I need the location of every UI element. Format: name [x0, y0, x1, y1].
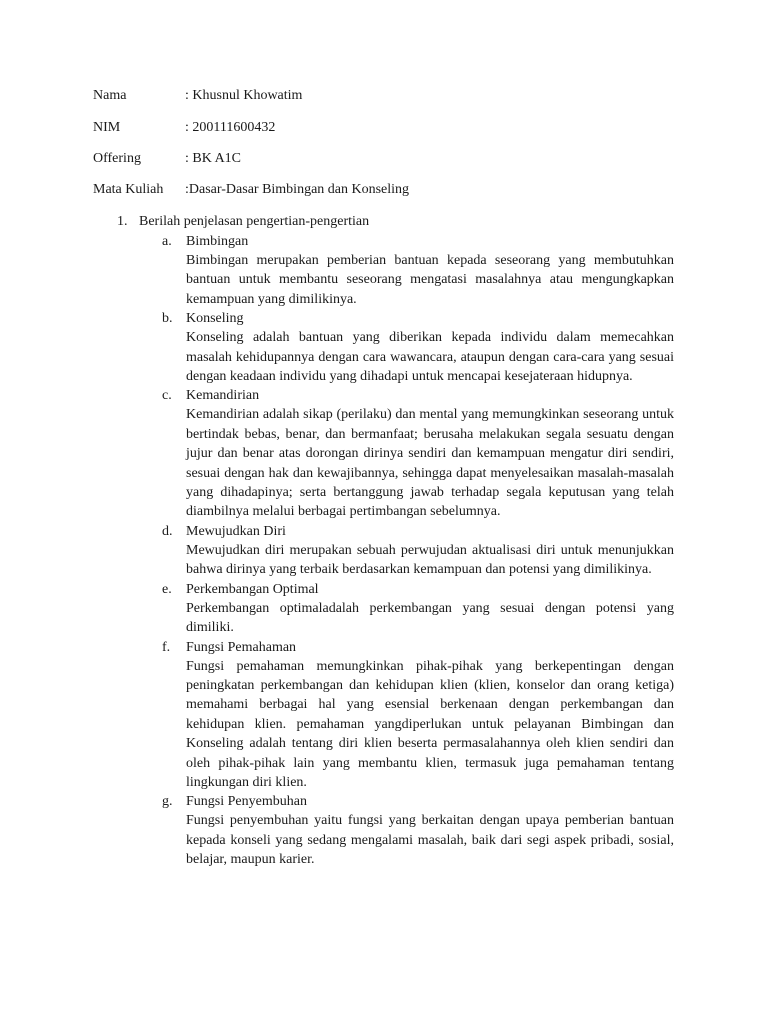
item-title: Kemandirian: [186, 388, 260, 404]
item-body: Fungsi penyembuhan yaitu fungsi yang berkaitan dengan upaya pemberian bantuan kepada konseli yang sedang mengalami masalah, baik dari segi aspek pribadi, sosial, belajar, maupun karier.: [186, 813, 674, 868]
item-title: Konseling: [186, 311, 244, 327]
info-row-mata-kuliah: [93, 180, 409, 200]
item-body: Konseling adalah bantuan yang diberikan kepada individu dalam memecahkan masalah kehidupannya dengan cara wawancara, ataupun dengan cara-cara yang sesuai dengan keadaan individu yang dihadapi untuk mencapai kesejateraan hidupnya.: [186, 330, 674, 385]
item-letter: b.: [162, 311, 173, 327]
list-item: [162, 386, 674, 521]
question-text: Berilah penjelasan pengertian-pengertian: [139, 214, 370, 229]
item-body: Kemandirian adalah sikap (perilaku) dan mental yang memungkinkan seseorang untuk bertindak bebas, benar, dan bermanfaat; berusaha melakukan segala sesuatu dengan jujur dan benar atas dorongan dirinya sendiri dan kemampuan mengatur diri sendiri, sesuai dengan hak dan kewajibannya, sehingga dapat menyelesaikan masalah-masalah yang dihadapinya; serta bertanggung jawab terhadap segala keputusan yang telah diambilnya melalui berbagai pertimbangan sebelumnya.: [186, 407, 674, 520]
info-label: NIM: [93, 120, 121, 135]
info-label: Mata Kuliah: [93, 182, 164, 197]
item-heading: [162, 232, 674, 251]
item-body: Perkembangan optimaladalah perkembangan yang sesuai dengan potensi yang dimiliki.: [186, 600, 674, 636]
info-value: :Dasar-Dasar Bimbingan dan Konseling: [185, 182, 410, 197]
info-label: Nama: [93, 88, 127, 103]
item-title: Mewujudkan Diri: [186, 523, 286, 539]
info-row-nama: [93, 86, 302, 106]
info-value: : 200111600432: [185, 120, 276, 135]
item-letter: g.: [162, 794, 173, 810]
item-heading: [162, 580, 674, 599]
list-item: [162, 638, 674, 793]
list-item: [162, 580, 674, 638]
item-heading: [162, 386, 674, 405]
item-heading: [162, 309, 674, 328]
item-body: Bimbingan merupakan pemberian bantuan kepada seseorang yang membutuhkan bantuan untuk membantu seseorang mengatasi masalahnya atau mengungkapkan kemampuan yang dimilikinya.: [186, 253, 674, 307]
question-number: 1.: [117, 214, 128, 229]
item-letter: a.: [162, 234, 172, 249]
item-heading: [162, 638, 674, 657]
item-letter: d.: [162, 523, 173, 539]
item-letter: f.: [162, 639, 171, 655]
list-item: [162, 309, 674, 386]
item-title: Fungsi Pemahaman: [186, 639, 297, 655]
item-heading: [162, 522, 674, 541]
question-line: [117, 212, 369, 231]
item-body: Mewujudkan diri merupakan sebuah perwujudan aktualisasi diri untuk menunjukkan bahwa dirinya yang terbaik berdasarkan kemampuan dan potensi yang dimilikinya.: [186, 542, 674, 578]
info-row-nim: [93, 118, 275, 138]
info-row-offering: [93, 149, 241, 169]
info-value: : BK A1C: [185, 151, 242, 166]
item-title: Bimbingan: [186, 234, 249, 249]
item-title: Perkembangan Optimal: [186, 581, 319, 597]
item-title: Fungsi Penyembuhan: [186, 794, 307, 810]
list-item: [162, 522, 674, 580]
item-letter: e.: [162, 581, 172, 597]
item-heading: [162, 792, 674, 811]
item-letter: c.: [162, 388, 172, 404]
list-item: [162, 792, 674, 869]
info-value: : Khusnul Khowatim: [185, 88, 303, 103]
info-label: Offering: [93, 151, 141, 166]
item-body: Fungsi pemahaman memungkinkan pihak-pihak yang berkepentingan dengan peningkatan perkembangan dan kehidupan klien (klien, konselor dan orang ketiga) memahami berbagai hal yang esensial berkenaan dengan perkembangan dan kehidupan klien. pemahaman yangdiperlukan untuk pelayanan Bimbingan dan Konseling adalah tentang diri klien beserta permasalahannya oleh klien sendiri dan oleh pihak-pihak lain yang membantu klien, termasuk juga pemahaman tentang lingkungan diri klien.: [186, 658, 674, 790]
answer-list: [162, 232, 674, 870]
list-item: [162, 232, 674, 309]
